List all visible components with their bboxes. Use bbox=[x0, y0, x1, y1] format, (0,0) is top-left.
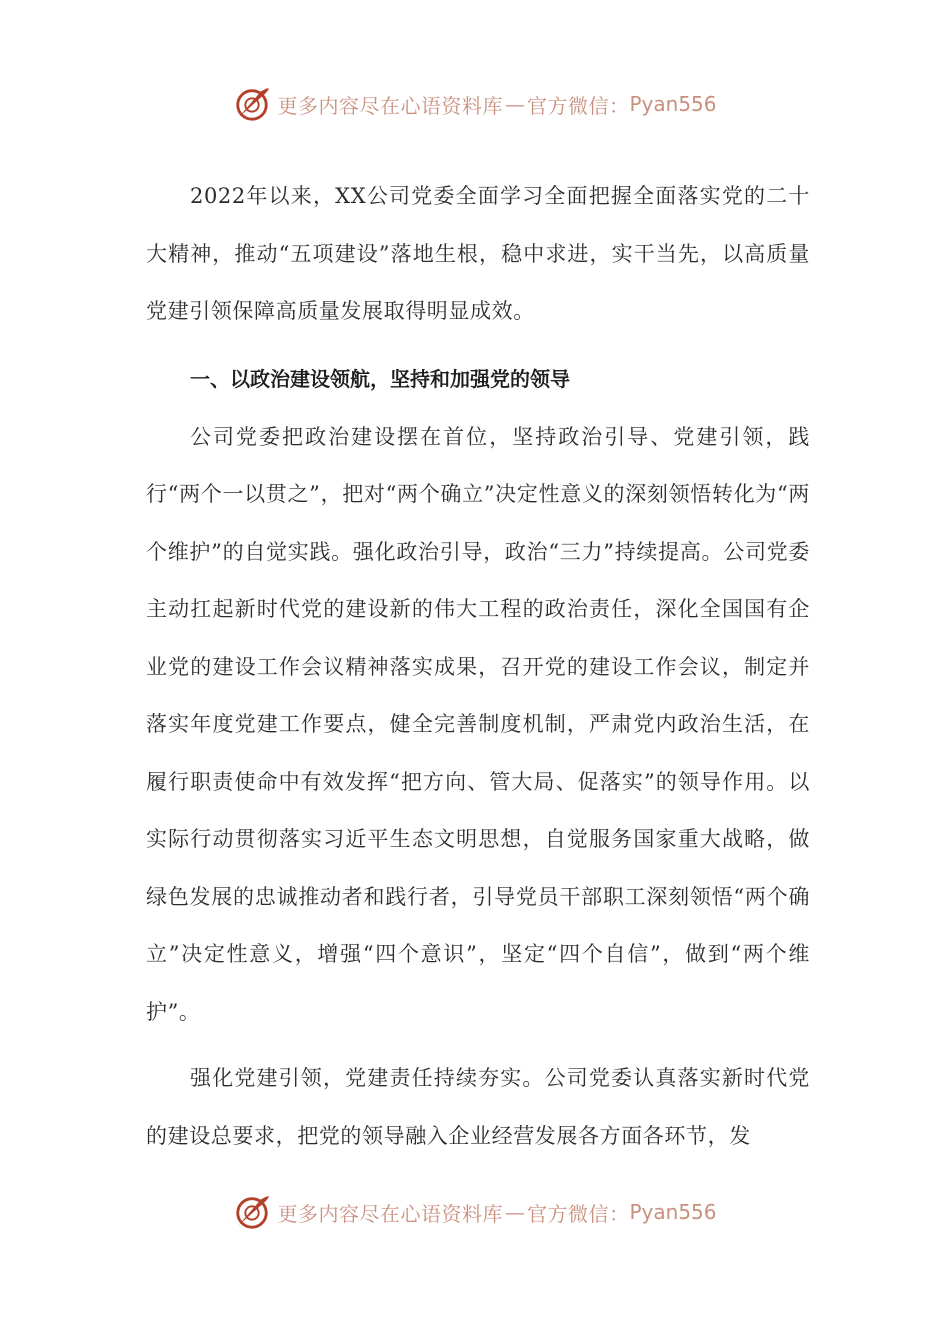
footer-watermark bbox=[0, 1192, 950, 1232]
header-watermark bbox=[0, 84, 950, 124]
section-paragraph: 强化党建引领，党建责任持续夯实。公司党委认真落实新时代党的建设总要求，把党的领导融入企业经营发展各方面各环节，发 bbox=[146, 1066, 810, 1148]
watermark-separator: — bbox=[504, 1200, 525, 1224]
section-paragraph: 公司党委把政治建设摆在首位，坚持政治引导、党建引领，践行“两个一以贯之”，把对“两个确立”决定性意义的深刻领悟转化为“两个维护”的自觉实践。强化政治引导，政治“三力”持续提高。公司党委主动扛起新时代党的建设新的伟大工程的政治责任，深化全国国有企业党的建设工作会议精神落实成果，召开党的建设工作会议，制定并落实年度党建工作要点，健全完善制度机制，严肃党内政治生活，在履行职责使命中有效发挥“把方向、管大局、促落实”的领导作用。以实际行动贯彻落实习近平生态文明思想，自觉服务国家重大战略，做绿色发展的忠诚推动者和践行者，引导党员干部职工深刻领悟“两个确立”决定性意义，增强“四个意识”，坚定“四个自信”，做到“两个维护”。 bbox=[146, 424, 810, 1024]
watermark-site-text: 更多内容尽在心语资料库 bbox=[277, 1201, 503, 1226]
document-body bbox=[146, 168, 810, 1165]
watermark-wechat-label: 官方微信： bbox=[526, 1201, 630, 1226]
watermark-wechat-id: Pyan556 bbox=[629, 1200, 717, 1224]
watermark-wechat-id: Pyan556 bbox=[629, 92, 717, 116]
quill-logo-icon bbox=[233, 85, 271, 123]
watermark-wechat-label: 官方微信： bbox=[526, 93, 630, 118]
watermark-separator: — bbox=[504, 92, 525, 116]
section-heading: 一、以政治建设领航，坚持和加强党的领导 bbox=[190, 366, 570, 391]
intro-paragraph: 2022年以来，XX公司党委全面学习全面把握全面落实党的二十大精神，推动“五项建设”落地生根，稳中求进，实干当先，以高质量党建引领保障高质量发展取得明显成效。 bbox=[146, 184, 810, 323]
quill-logo-icon bbox=[233, 1193, 271, 1231]
watermark-site-text: 更多内容尽在心语资料库 bbox=[277, 93, 503, 118]
